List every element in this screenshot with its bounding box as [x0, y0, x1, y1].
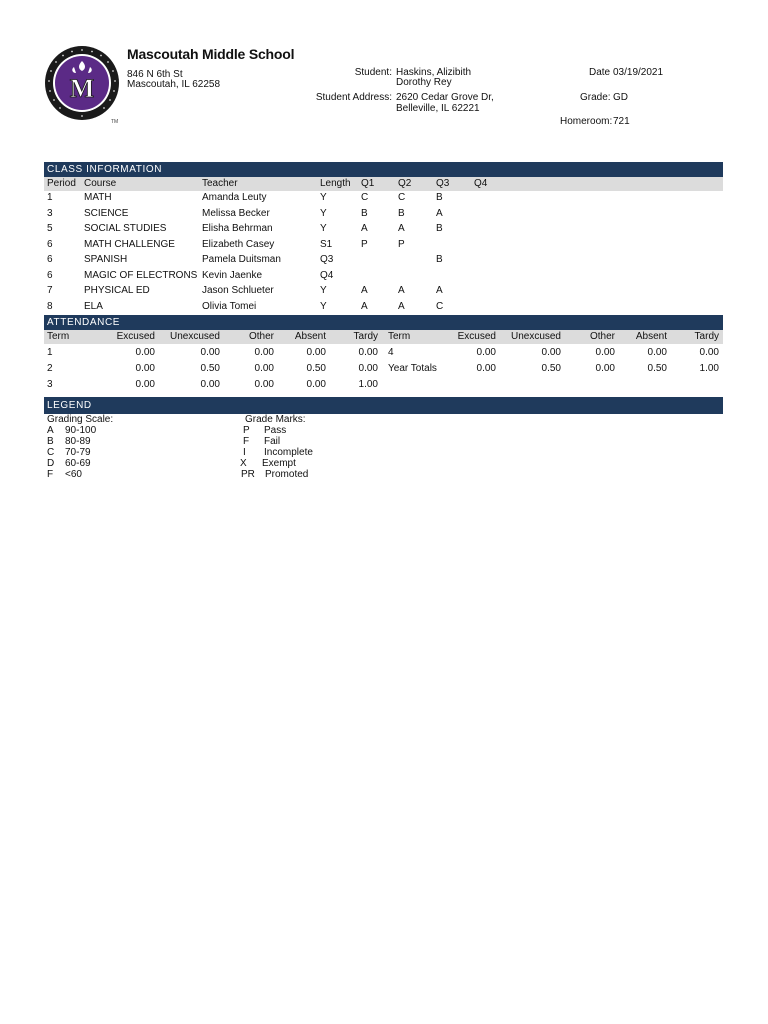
attendance-right-row-1-term: 4 — [388, 347, 394, 358]
class-row-2-period: 3 — [47, 207, 53, 219]
grading-scale-range: <60 — [65, 469, 82, 480]
date-label: Date — [589, 67, 611, 78]
attendance-header: ATTENDANCE — [44, 315, 723, 330]
attendance-left-other-header: Other — [248, 331, 274, 342]
attendance-right-row-2-unexcused: 0.50 — [541, 363, 561, 374]
class-row-4-q2: P — [398, 238, 405, 250]
school-logo — [44, 45, 120, 125]
grading-scale-range: 80-89 — [65, 436, 91, 447]
attendance-left-row-3-absent: 0.00 — [306, 379, 326, 390]
class-row-1-q1: C — [361, 192, 369, 203]
attendance-left-row-1-other: 0.00 — [254, 347, 274, 358]
class-row-3-period: 5 — [47, 223, 53, 234]
class-row-7-course: PHYSICAL ED — [84, 285, 150, 296]
attendance-left-row-3-other: 0.00 — [254, 379, 274, 390]
homeroom-label: Homeroom: — [560, 116, 613, 127]
svg-text:TM: TM — [111, 119, 119, 125]
svg-text:M: M — [69, 74, 95, 103]
class-row-7-q3: A — [436, 285, 443, 296]
attendance-right-term-header: Term — [388, 331, 411, 342]
class-row-7-q2: A — [398, 285, 405, 296]
class-row-3-length: Y — [320, 223, 327, 234]
attendance-right-unexcused-header: Unexcused — [510, 331, 561, 342]
attendance-left-row-3-term: 3 — [47, 379, 53, 390]
class-row-5-length: Q3 — [320, 254, 334, 265]
class-row-4-course: MATH CHALLENGE — [84, 238, 175, 250]
grading-scale-letter: C — [47, 447, 55, 458]
student-address-line2: Belleville, IL 62221 — [396, 103, 480, 114]
homeroom-value: 721 — [613, 116, 630, 127]
school-address-line1: 846 N 6th St — [127, 69, 183, 80]
grade-mark-label: Pass — [264, 425, 287, 436]
grade-mark-code: P — [243, 425, 250, 436]
grade-label: Grade: — [580, 92, 611, 103]
legend-header: LEGEND — [44, 397, 723, 414]
grading-scale-range: 70-79 — [65, 447, 91, 458]
class-row-5-course: SPANISH — [84, 254, 128, 265]
date-value: 03/19/2021 — [613, 67, 664, 78]
class-row-8-teacher: Olivia Tomei — [202, 300, 257, 312]
class-row-8-q3: C — [436, 300, 444, 312]
class-row-6-period: 6 — [47, 269, 53, 281]
attendance-left-unexcused-header: Unexcused — [169, 331, 220, 342]
attendance-left-row-3-excused: 0.00 — [135, 379, 155, 390]
attendance-left-row-1-tardy: 0.00 — [358, 347, 378, 358]
grade-mark-label: Exempt — [262, 458, 296, 469]
class-row-7-period: 7 — [47, 285, 53, 296]
class-row-6-teacher: Kevin Jaenke — [202, 269, 263, 281]
school-address-line2: Mascoutah, IL 62258 — [127, 79, 221, 90]
class-row-1-q3: B — [436, 192, 443, 203]
class-row-6-length: Q4 — [320, 269, 334, 281]
grading-scale-range: 60-69 — [65, 458, 91, 469]
attendance-right-row-1-tardy: 0.00 — [699, 347, 719, 358]
attendance-left-excused-header: Excused — [116, 331, 155, 342]
grading-scale-range: 90-100 — [65, 425, 97, 436]
grading-scale-letter: D — [47, 458, 55, 469]
class-row-4-length: S1 — [320, 238, 333, 250]
grade-value: GD — [613, 92, 628, 103]
class-col-course-header: Course — [84, 178, 117, 189]
class-row-4-q1: P — [361, 238, 368, 250]
class-row-8-q1: A — [361, 300, 368, 312]
attendance-right-other-header: Other — [589, 331, 615, 342]
grade-mark-label: Incomplete — [264, 447, 313, 458]
class-row-7-length: Y — [320, 285, 327, 296]
attendance-right-tardy-header: Tardy — [694, 331, 719, 342]
class-row-8-length: Y — [320, 300, 327, 312]
grading-scale-title: Grading Scale: — [47, 414, 114, 425]
attendance-right-row-1-unexcused: 0.00 — [541, 347, 561, 358]
attendance-left-row-1-excused: 0.00 — [135, 347, 155, 358]
class-col-teacher-header: Teacher — [202, 178, 238, 189]
class-row-1-course: MATH — [84, 192, 112, 203]
attendance-left-row-1-absent: 0.00 — [306, 347, 326, 358]
class-row-3-q2: A — [398, 223, 405, 234]
attendance-left-row-2-tardy: 0.00 — [358, 363, 378, 374]
attendance-left-absent-header: Absent — [294, 331, 326, 342]
class-col-q3-header: Q3 — [436, 178, 450, 189]
class-row-7-q1: A — [361, 285, 368, 296]
class-row-1-q2: C — [398, 192, 406, 203]
class-row-2-q3: A — [436, 207, 443, 219]
attendance-right-absent-header: Absent — [635, 331, 667, 342]
class-row-3-q3: B — [436, 223, 443, 234]
class-row-5-q3: B — [436, 254, 443, 265]
class-row-2-teacher: Melissa Becker — [202, 207, 270, 219]
attendance-right-row-1-other: 0.00 — [595, 347, 615, 358]
attendance-left-row-2-other: 0.00 — [254, 363, 274, 374]
attendance-right-row-2-tardy: 1.00 — [699, 363, 719, 374]
attendance-right-row-1-excused: 0.00 — [476, 347, 496, 358]
grading-scale-letter: A — [47, 425, 54, 436]
school-name: Mascoutah Middle School — [127, 46, 295, 62]
class-row-5-period: 6 — [47, 254, 53, 265]
class-col-q2-header: Q2 — [398, 178, 412, 189]
class-table-header-row — [44, 177, 723, 191]
class-row-3-teacher: Elisha Behrman — [202, 223, 273, 234]
attendance-right-row-2-term: Year Totals — [388, 363, 437, 374]
grade-mark-code: X — [240, 458, 247, 469]
class-row-1-teacher: Amanda Leuty — [202, 192, 267, 203]
student-address-label: Student Address: — [315, 92, 392, 103]
class-col-q1-header: Q1 — [361, 178, 375, 189]
class-row-4-period: 6 — [47, 238, 53, 250]
student-name-line1: Haskins, Alizibith — [396, 67, 472, 78]
grading-scale-letter: B — [47, 436, 54, 447]
grade-mark-code: I — [243, 447, 246, 458]
attendance-left-row-3-tardy: 1.00 — [358, 379, 378, 390]
class-row-4-teacher: Elizabeth Casey — [202, 238, 275, 250]
attendance-right-row-1-absent: 0.00 — [647, 347, 667, 358]
class-row-2-q2: B — [398, 207, 405, 219]
class-row-5-teacher: Pamela Duitsman — [202, 254, 281, 265]
class-row-1-length: Y — [320, 192, 327, 203]
attendance-left-row-1-unexcused: 0.00 — [200, 347, 220, 358]
class-row-3-course: SOCIAL STUDIES — [84, 223, 167, 234]
attendance-left-row-2-term: 2 — [47, 363, 53, 374]
class-row-3-q1: A — [361, 223, 368, 234]
class-row-2-q1: B — [361, 207, 368, 219]
attendance-left-row-3-unexcused: 0.00 — [200, 379, 220, 390]
attendance-right-row-2-other: 0.00 — [595, 363, 615, 374]
grading-scale-letter: F — [47, 469, 54, 480]
student-name-line2: Dorothy Rey — [396, 77, 452, 88]
class-row-1-period: 1 — [47, 192, 53, 203]
attendance-left-tardy-header: Tardy — [353, 331, 378, 342]
attendance-left-term-header: Term — [47, 331, 70, 342]
attendance-left-row-1-term: 1 — [47, 347, 53, 358]
class-row-8-period: 8 — [47, 300, 53, 312]
class-row-2-length: Y — [320, 207, 327, 219]
attendance-right-row-2-excused: 0.00 — [476, 363, 496, 374]
grade-marks-title: Grade Marks: — [245, 414, 306, 425]
class-row-8-q2: A — [398, 300, 405, 312]
class-row-7-teacher: Jason Schlueter — [202, 285, 274, 296]
class-col-period-header: Period — [47, 178, 76, 189]
class-row-6-course: MAGIC OF ELECTRONS — [84, 269, 198, 281]
student-address-line1: 2620 Cedar Grove Dr, — [396, 92, 494, 103]
grade-mark-label: Fail — [264, 436, 281, 447]
grade-mark-code: PR — [241, 469, 255, 480]
grade-mark-label: Promoted — [265, 469, 309, 480]
class-col-q4-header: Q4 — [474, 178, 488, 189]
class-information-header: CLASS INFORMATION — [44, 162, 723, 177]
grade-mark-code: F — [243, 436, 250, 447]
attendance-left-row-2-excused: 0.00 — [135, 363, 155, 374]
class-col-length-header: Length — [320, 178, 351, 189]
attendance-right-row-2-absent: 0.50 — [647, 363, 667, 374]
attendance-left-row-2-unexcused: 0.50 — [200, 363, 220, 374]
student-label: Student: — [354, 67, 392, 78]
attendance-right-excused-header: Excused — [457, 331, 496, 342]
class-row-2-course: SCIENCE — [84, 207, 129, 219]
class-row-8-course: ELA — [84, 300, 103, 312]
attendance-left-row-2-absent: 0.50 — [306, 363, 326, 374]
